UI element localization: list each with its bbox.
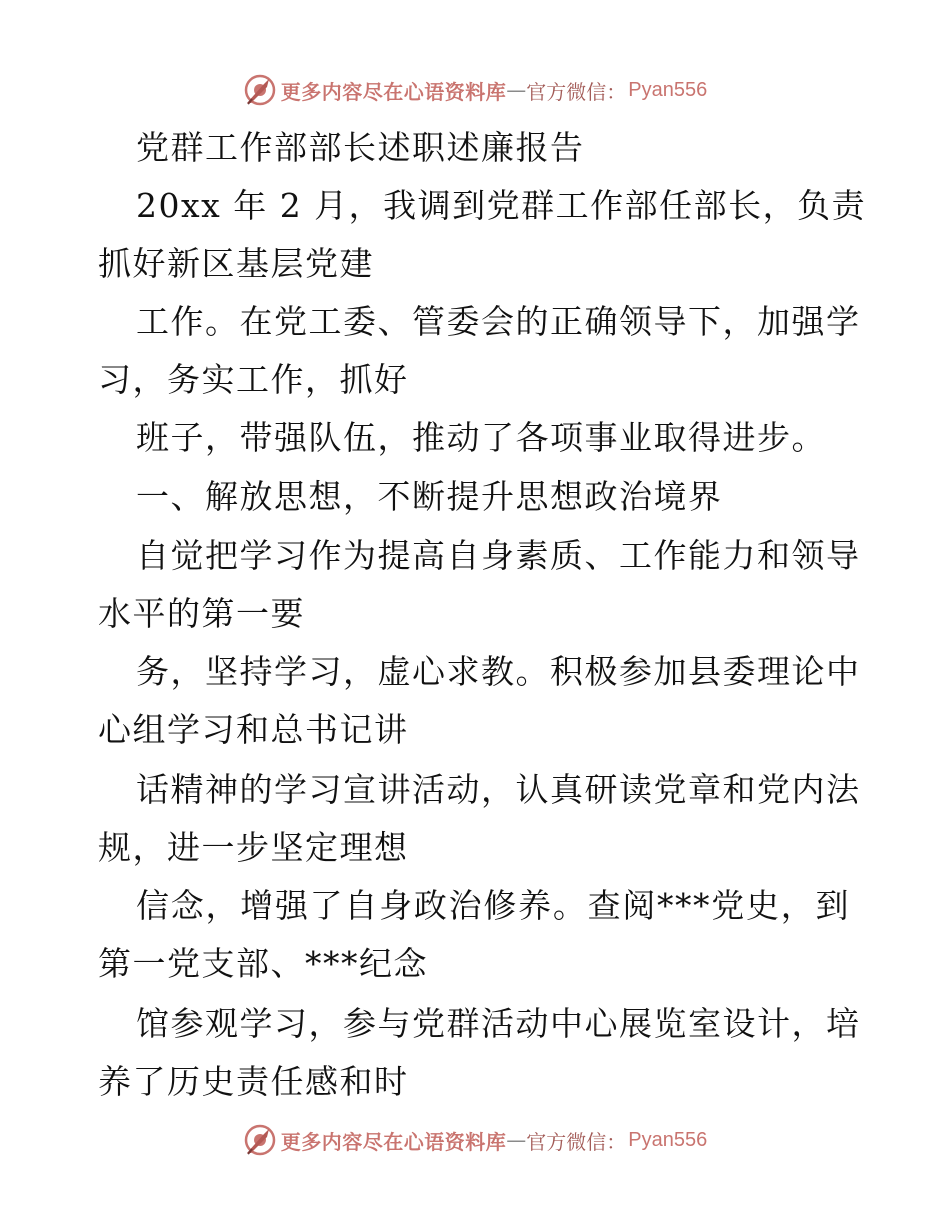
paragraph-line: 话精神的学习宣讲活动，认真研读党章和党内法 <box>136 770 861 809</box>
quill-logo-icon <box>243 1123 277 1157</box>
paragraph-line: 馆参观学习，参与党群活动中心展览室设计，培 <box>136 1004 861 1043</box>
paragraph-line: 第一党支部、***纪念 <box>98 944 428 983</box>
paragraph-line: 养了历史责任感和时 <box>98 1062 409 1101</box>
paragraph-line: 信念，增强了自身政治修养。查阅***党史，到 <box>136 886 850 925</box>
paragraph-line: 抓好新区基层党建 <box>98 244 374 283</box>
paragraph-line: 心组学习和总书记讲 <box>98 710 409 749</box>
paragraph-line: 务，坚持学习，虚心求教。积极参加县委理论中 <box>136 652 861 691</box>
footer-watermark <box>0 1120 950 1160</box>
watermark-wechat-label: 官方微信： <box>526 1129 627 1154</box>
quill-logo-icon <box>243 73 277 107</box>
paragraph-line: 规，进一步坚定理想 <box>98 828 409 867</box>
paragraph-line: 自觉把学习作为提高自身素质、工作能力和领导 <box>136 536 861 575</box>
paragraph-line: 工作。在党工委、管委会的正确领导下，加强学 <box>136 302 861 341</box>
section-heading: 一、解放思想，不断提升思想政治境界 <box>136 477 723 516</box>
watermark-wechat-id: Pyan556 <box>628 1128 708 1151</box>
watermark-brand-text: 更多内容尽在心语资料库 <box>280 1129 507 1154</box>
watermark-dash: — <box>506 78 527 102</box>
paragraph-line: 水平的第一要 <box>98 594 305 633</box>
document-title: 党群工作部部长述职述廉报告 <box>136 128 585 167</box>
header-watermark <box>0 70 950 110</box>
paragraph-line: 习，务实工作，抓好 <box>98 360 409 399</box>
watermark-wechat-label: 官方微信： <box>526 79 627 104</box>
paragraph-line: 20xx 年 2 月，我调到党群工作部任部长，负责 <box>136 186 867 225</box>
watermark-brand-text: 更多内容尽在心语资料库 <box>280 79 507 104</box>
watermark-dash: — <box>506 1128 527 1152</box>
paragraph-line: 班子，带强队伍，推动了各项事业取得进步。 <box>136 418 826 457</box>
watermark-wechat-id: Pyan556 <box>628 78 708 101</box>
